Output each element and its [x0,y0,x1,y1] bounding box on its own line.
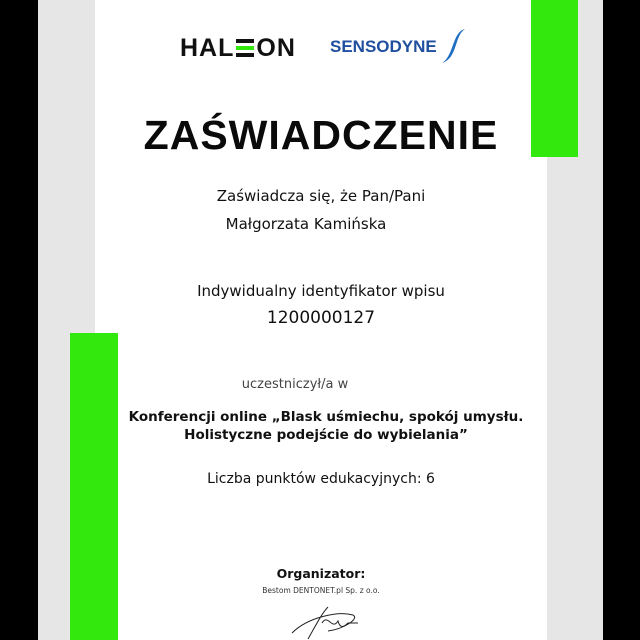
intro-text: Zaświadcza się, że Pan/Pani [216,187,426,205]
organizer-name: Bestom DENTONET.pl Sp. z o.o. [262,586,380,595]
haleon-logo: HAL ON [180,34,296,62]
organizer-label: Organizator: [276,566,366,581]
id-label: Indywidualny identyfikator wpisu [197,282,445,300]
sensodyne-logo: SENSODYNE [330,37,437,56]
recipient-name: Małgorzata Kamińska [225,215,387,233]
participated-text: uczestniczył/a w [241,377,349,392]
event-line-1: Konferencji online „Blask uśmiechu, spokój umysłu. [128,409,524,425]
certificate-title: ZAŚWIADCZENIE [143,112,499,158]
id-value: 1200000127 [266,308,376,328]
education-points: Liczba punktów edukacyjnych: 6 [207,471,435,487]
signature [288,603,360,640]
event-line-2: Holistyczne podejście do wybielania” [184,427,468,443]
sensodyne-swoosh-icon [440,26,468,66]
